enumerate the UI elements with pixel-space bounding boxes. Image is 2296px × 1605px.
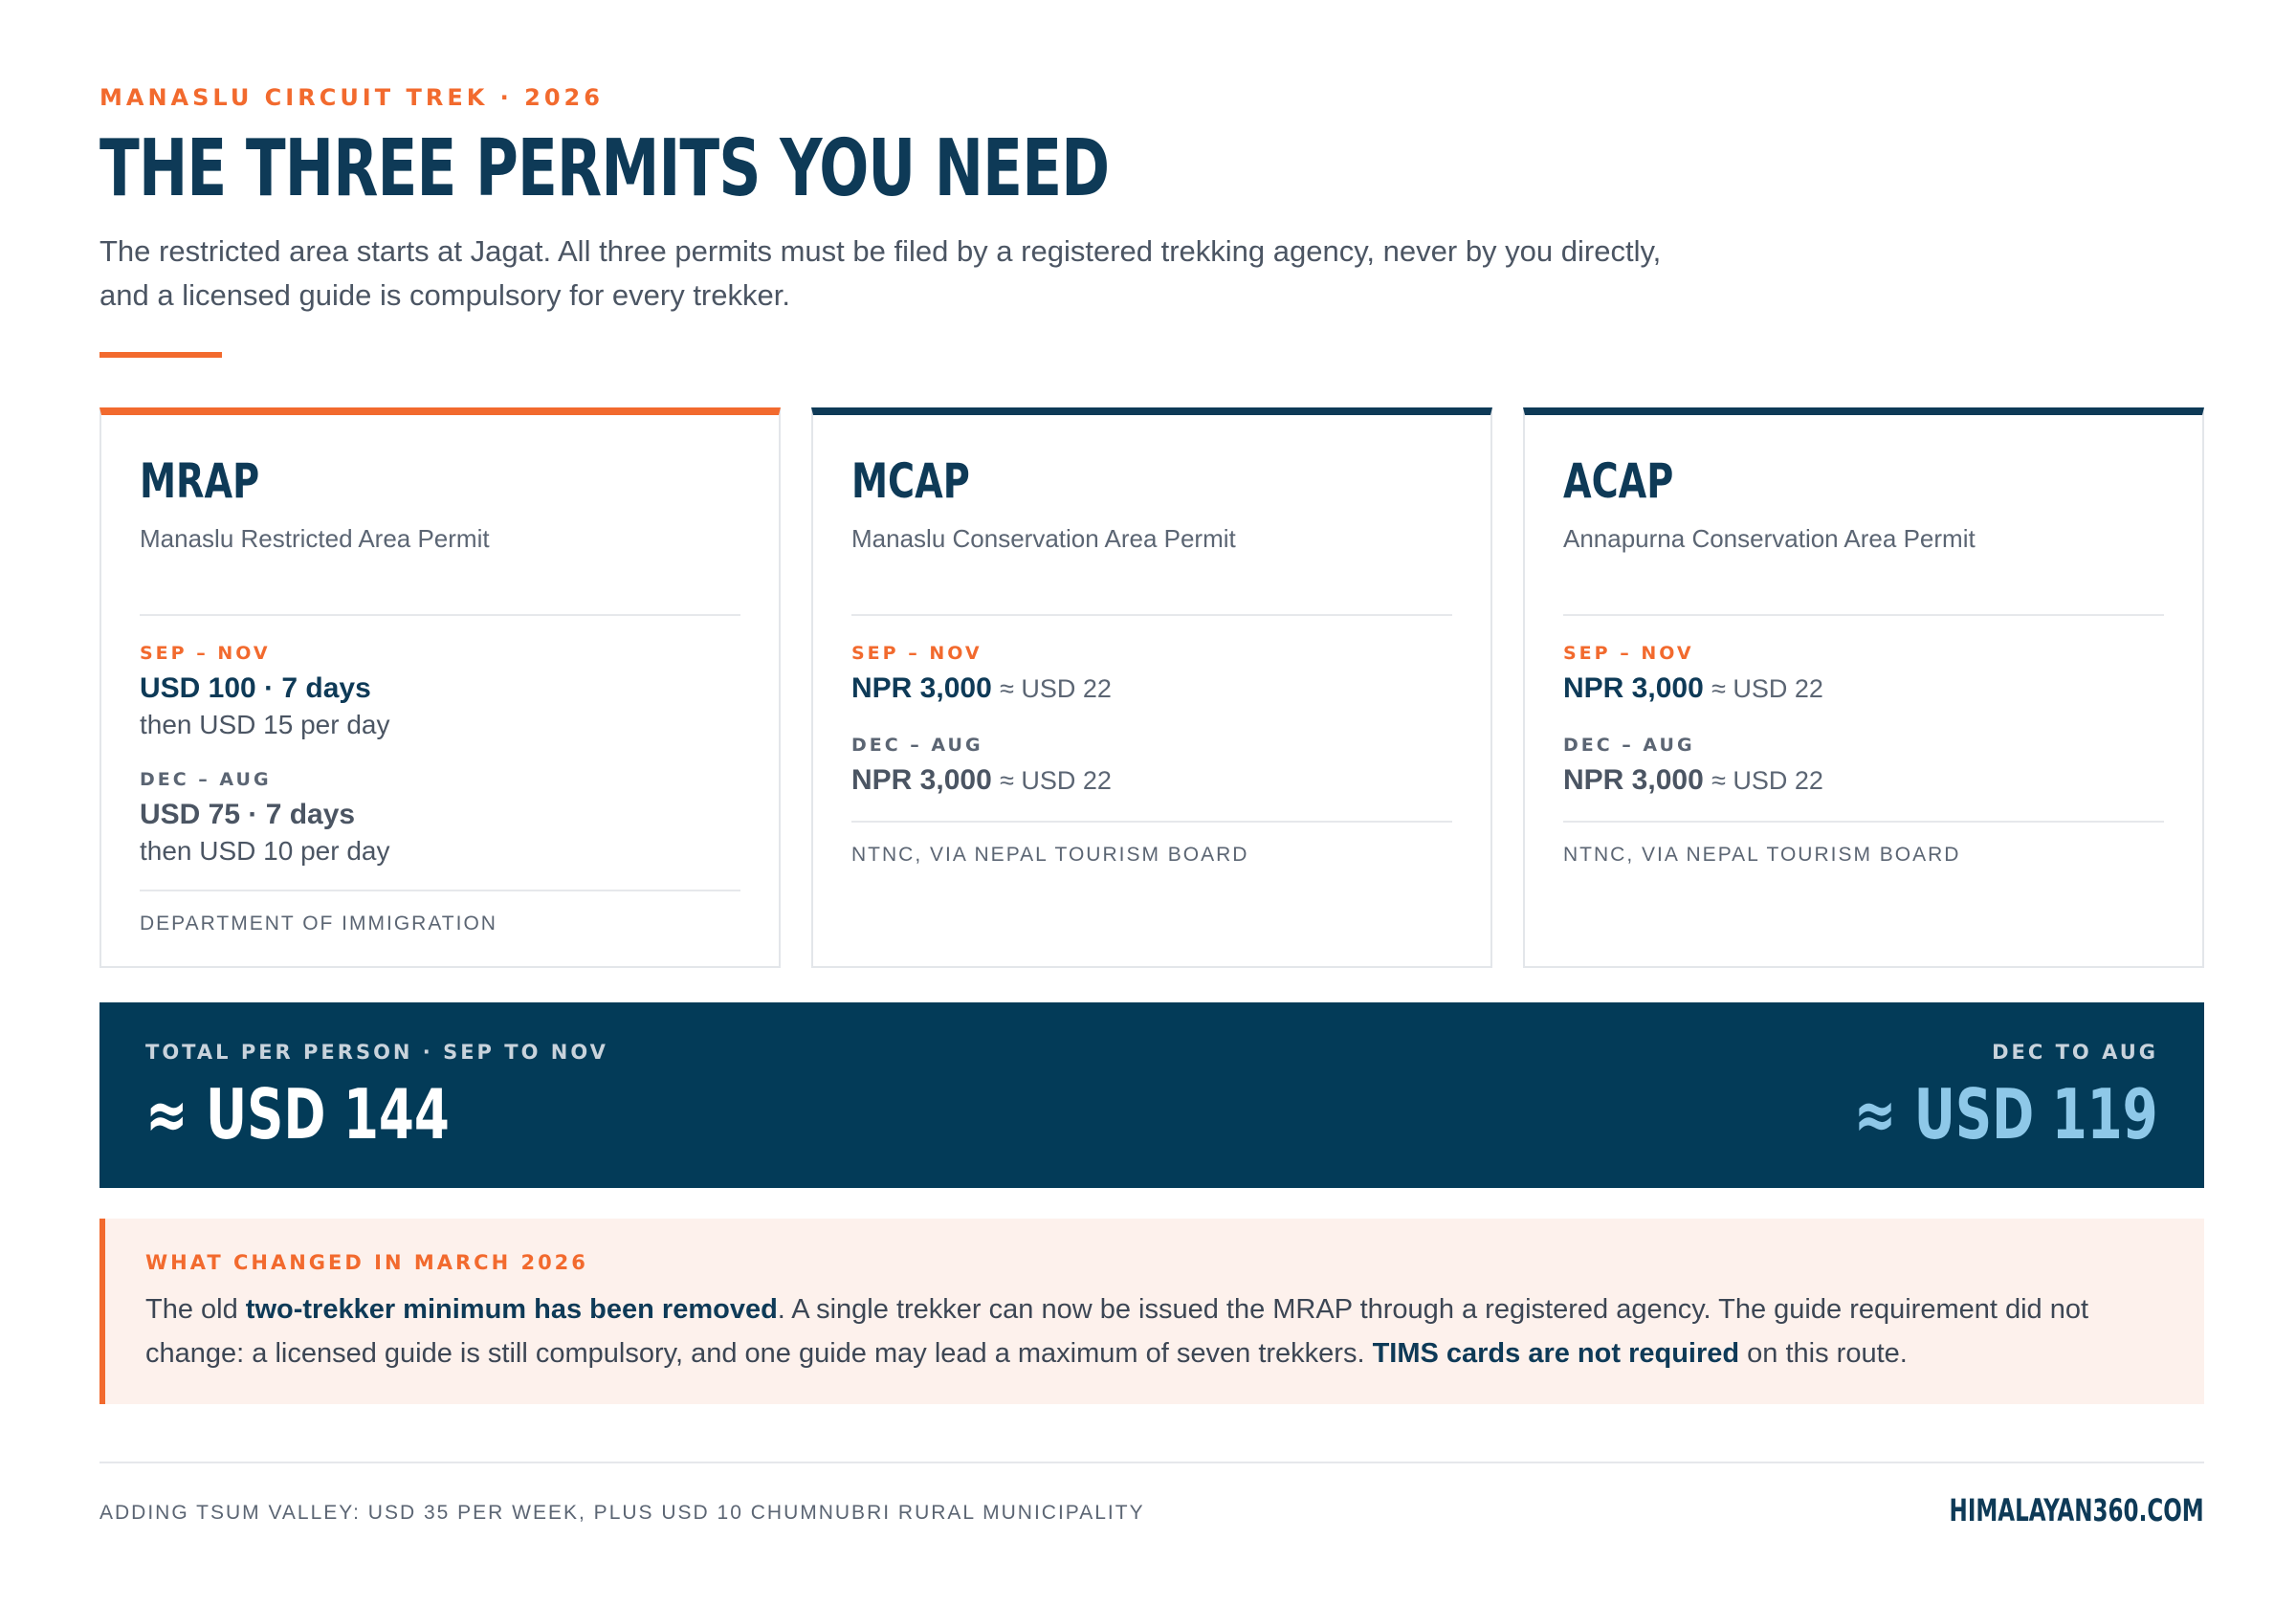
season-price — [851, 670, 1452, 708]
permit-abbr: ACAP — [1563, 453, 1674, 509]
permit-card-mcap — [811, 407, 1492, 968]
footer-note: ADDING TSUM VALLEY: USD 35 PER WEEK, PLUS USD 10 CHUMNUBRI RURAL MUNICIPALITY — [99, 1502, 1145, 1524]
price-approx: ≈ USD 22 — [1711, 674, 1823, 703]
card-divider — [140, 890, 740, 891]
total-dec-aug-label: DEC TO AUG — [1992, 1041, 2158, 1064]
notice-text: The old — [145, 1294, 246, 1325]
price-main: NPR 3,000 — [1563, 672, 1704, 704]
card-divider — [851, 614, 1452, 616]
footer-divider — [99, 1462, 2204, 1463]
eyebrow-label: MANASLU CIRCUIT TREK · 2026 — [99, 84, 604, 111]
card-divider — [851, 821, 1452, 823]
permit-abbr: MCAP — [851, 453, 970, 509]
permit-abbr: MRAP — [140, 453, 260, 509]
permit-full-name: Annapurna Conservation Area Permit — [1563, 524, 1976, 553]
price-approx: ≈ USD 22 — [1000, 674, 1112, 703]
total-dec-aug-value: ≈ USD 119 — [1854, 1074, 2158, 1154]
season-price — [851, 761, 1452, 800]
price-extension: then USD 15 per day — [140, 710, 390, 739]
season-label: DEC – AUG — [851, 735, 983, 756]
season-price — [1563, 761, 2164, 800]
issuing-authority: NTNC, VIA NEPAL TOURISM BOARD — [851, 844, 1249, 866]
permit-cards — [99, 407, 2204, 968]
permit-card-acap — [1523, 407, 2204, 968]
notice-heading: WHAT CHANGED IN MARCH 2026 — [145, 1251, 588, 1274]
price-main: NPR 3,000 — [851, 672, 992, 704]
card-divider — [140, 614, 740, 616]
season-label: SEP – NOV — [140, 643, 271, 664]
price-main: USD 75 · 7 days — [140, 799, 356, 830]
total-sep-nov-value: ≈ USD 144 — [145, 1074, 450, 1154]
notice-emphasis: TIMS cards are not required — [1372, 1338, 1740, 1369]
price-approx: ≈ USD 22 — [1711, 766, 1823, 795]
price-main: USD 100 · 7 days — [140, 672, 371, 704]
season-label: DEC – AUG — [1563, 735, 1695, 756]
season-label: DEC – AUG — [140, 769, 272, 790]
notice-emphasis: two-trekker minimum has been removed — [245, 1294, 778, 1325]
notice-text: on this route. — [1739, 1338, 1908, 1369]
card-divider — [1563, 614, 2164, 616]
card-divider — [1563, 821, 2164, 823]
issuing-authority: DEPARTMENT OF IMMIGRATION — [140, 912, 497, 934]
page-title: THE THREE PERMITS YOU NEED — [99, 123, 1110, 214]
change-notice — [99, 1219, 2204, 1404]
price-main: NPR 3,000 — [1563, 764, 1704, 796]
season-price — [140, 670, 740, 708]
season-label: SEP – NOV — [851, 643, 982, 664]
price-approx: ≈ USD 22 — [1000, 766, 1112, 795]
permit-full-name: Manaslu Restricted Area Permit — [140, 524, 490, 553]
permit-card-mrap — [99, 407, 781, 968]
notice-text: . A single trekker can now be issued the MRAP through a registered agency. The guide requirement did not change: a licensed guide is still compulsory, and one guide may lead a maximum of seven trekkers. — [145, 1294, 2089, 1369]
brand-link[interactable]: HIMALAYAN360.COM — [1949, 1492, 2204, 1528]
season-price — [1563, 670, 2164, 708]
intro-paragraph: The restricted area starts at Jagat. All three permits must be filed by a registered trekking agency, never by you directly, and a licensed guide is compulsory for every trekker. — [99, 234, 1662, 312]
price-main: NPR 3,000 — [851, 764, 992, 796]
accent-divider — [99, 352, 222, 358]
total-sep-nov-label: TOTAL PER PERSON · SEP TO NOV — [145, 1041, 608, 1064]
season-label: SEP – NOV — [1563, 643, 1694, 664]
permit-full-name: Manaslu Conservation Area Permit — [851, 524, 1236, 553]
notice-body — [145, 1287, 2174, 1375]
season-price — [140, 796, 740, 834]
totals-band — [99, 1002, 2204, 1188]
issuing-authority: NTNC, VIA NEPAL TOURISM BOARD — [1563, 844, 1961, 866]
price-extension: then USD 10 per day — [140, 836, 390, 866]
